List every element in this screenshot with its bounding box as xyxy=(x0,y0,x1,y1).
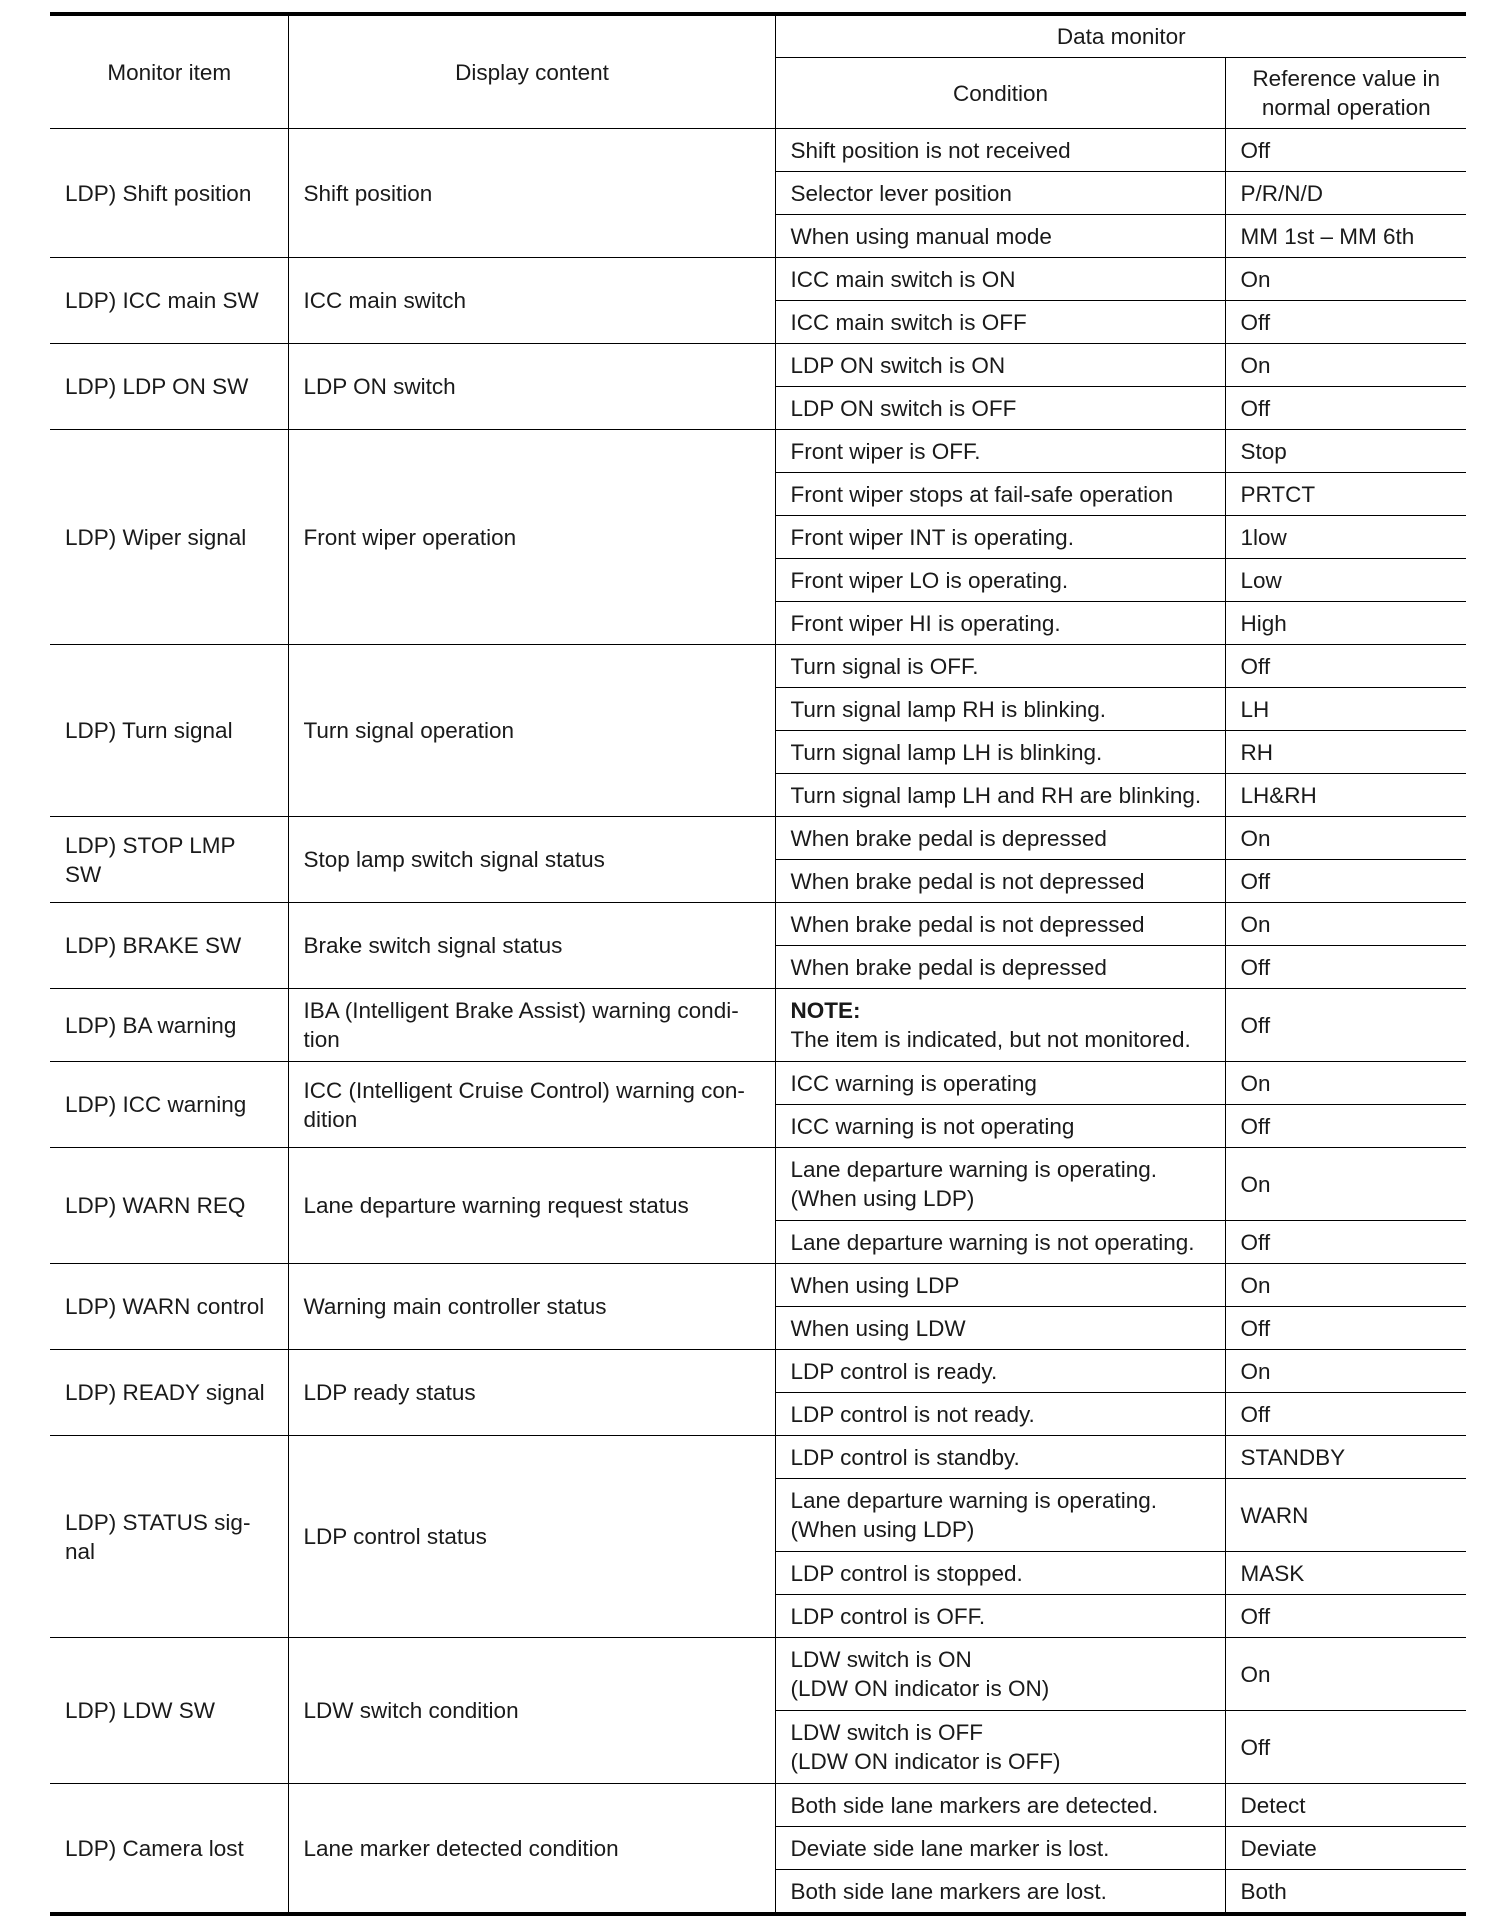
condition-cell xyxy=(775,1711,1225,1784)
condition-cell: Turn signal lamp LH and RH are blinking. xyxy=(775,774,1225,817)
display-content-cell: Stop lamp switch signal status xyxy=(288,817,775,903)
reference-value-cell: Off xyxy=(1225,387,1466,430)
condition-cell: When brake pedal is not depressed xyxy=(775,860,1225,903)
reference-value-cell: On xyxy=(1225,817,1466,860)
condition-cell: Turn signal is OFF. xyxy=(775,645,1225,688)
reference-value-cell: MM 1st – MM 6th xyxy=(1225,215,1466,258)
reference-value-cell: On xyxy=(1225,903,1466,946)
condition-cell: LDP control is standby. xyxy=(775,1436,1225,1479)
condition-cell: Shift position is not received xyxy=(775,129,1225,172)
reference-value-cell: Off xyxy=(1225,129,1466,172)
display-content-cell: IBA (Intelligent Brake Assist) warning condi-tion xyxy=(288,989,775,1062)
reference-value-cell: Off xyxy=(1225,1393,1466,1436)
condition-cell: Both side lane markers are detected. xyxy=(775,1784,1225,1827)
reference-value-cell: RH xyxy=(1225,731,1466,774)
table-row xyxy=(50,344,1466,387)
table-row xyxy=(50,1784,1466,1827)
monitor-item-cell: LDP) Camera lost xyxy=(50,1784,288,1915)
monitor-item-cell: LDP) BA warning xyxy=(50,989,288,1062)
table-row xyxy=(50,1638,1466,1711)
monitor-item-cell: LDP) ICC warning xyxy=(50,1062,288,1148)
reference-value-cell: LH&RH xyxy=(1225,774,1466,817)
condition-cell: LDP ON switch is OFF xyxy=(775,387,1225,430)
table-row xyxy=(50,903,1466,946)
table-body xyxy=(50,129,1466,1915)
display-content-cell: LDW switch condition xyxy=(288,1638,775,1784)
condition-cell: Lane departure warning is not operating. xyxy=(775,1221,1225,1264)
note-text: The item is indicated, but not monitored. xyxy=(790,1027,1191,1052)
display-content-cell: ICC main switch xyxy=(288,258,775,344)
condition-cell xyxy=(775,1148,1225,1221)
condition-line: Lane departure warning is operating. xyxy=(790,1488,1157,1513)
display-content-cell: Brake switch signal status xyxy=(288,903,775,989)
reference-value-cell: Off xyxy=(1225,1105,1466,1148)
monitor-item-cell: LDP) ICC main SW xyxy=(50,258,288,344)
display-content-cell: LDP control status xyxy=(288,1436,775,1638)
condition-cell: LDP control is not ready. xyxy=(775,1393,1225,1436)
display-content-cell: ICC (Intelligent Cruise Control) warning con-dition xyxy=(288,1062,775,1148)
reference-value-cell: On xyxy=(1225,1350,1466,1393)
condition-cell: Turn signal lamp LH is blinking. xyxy=(775,731,1225,774)
reference-value-cell: On xyxy=(1225,1638,1466,1711)
condition-cell: Selector lever position xyxy=(775,172,1225,215)
monitor-item-cell: LDP) STOP LMP SW xyxy=(50,817,288,903)
condition-line: LDW switch is OFF xyxy=(790,1720,984,1745)
display-content-cell: LDP ready status xyxy=(288,1350,775,1436)
header-monitor-item: Monitor item xyxy=(50,14,288,129)
reference-value-cell: Off xyxy=(1225,1595,1466,1638)
display-content-cell: Turn signal operation xyxy=(288,645,775,817)
condition-cell: When using manual mode xyxy=(775,215,1225,258)
condition-cell: LDP control is stopped. xyxy=(775,1552,1225,1595)
display-content-cell: Lane marker detected condition xyxy=(288,1784,775,1915)
reference-value-cell: Off xyxy=(1225,301,1466,344)
condition-cell: Turn signal lamp RH is blinking. xyxy=(775,688,1225,731)
condition-cell xyxy=(775,1479,1225,1552)
condition-cell: Front wiper HI is operating. xyxy=(775,602,1225,645)
header-display-content: Display content xyxy=(288,14,775,129)
data-monitor-table xyxy=(50,12,1466,1916)
condition-cell xyxy=(775,989,1225,1062)
monitor-item-cell: LDP) LDP ON SW xyxy=(50,344,288,430)
table-row xyxy=(50,1148,1466,1221)
condition-line: LDW switch is ON xyxy=(790,1647,972,1672)
table-row xyxy=(50,1264,1466,1307)
display-content-cell: Lane departure warning request status xyxy=(288,1148,775,1264)
reference-value-cell: On xyxy=(1225,258,1466,301)
condition-line: (When using LDP) xyxy=(790,1517,975,1542)
reference-value-cell: PRTCT xyxy=(1225,473,1466,516)
condition-cell: LDP control is OFF. xyxy=(775,1595,1225,1638)
table-row xyxy=(50,645,1466,688)
reference-value-cell: Off xyxy=(1225,946,1466,989)
display-content-cell: Shift position xyxy=(288,129,775,258)
reference-value-cell: Detect xyxy=(1225,1784,1466,1827)
reference-value-cell: Off xyxy=(1225,989,1466,1062)
condition-cell: ICC warning is not operating xyxy=(775,1105,1225,1148)
monitor-item-cell: LDP) WARN control xyxy=(50,1264,288,1350)
reference-value-cell: On xyxy=(1225,1264,1466,1307)
note-label: NOTE: xyxy=(790,998,861,1023)
reference-value-cell: On xyxy=(1225,1148,1466,1221)
reference-value-cell: Low xyxy=(1225,559,1466,602)
condition-cell xyxy=(775,1638,1225,1711)
condition-line: (LDW ON indicator is ON) xyxy=(790,1676,1050,1701)
monitor-item-cell: LDP) Shift position xyxy=(50,129,288,258)
condition-cell: Front wiper stops at fail-safe operation xyxy=(775,473,1225,516)
reference-value-cell: Off xyxy=(1225,1221,1466,1264)
table-row xyxy=(50,1062,1466,1105)
table-row xyxy=(50,430,1466,473)
condition-cell: When using LDW xyxy=(775,1307,1225,1350)
condition-cell: When brake pedal is depressed xyxy=(775,817,1225,860)
reference-value-cell: Deviate xyxy=(1225,1827,1466,1870)
condition-cell: Front wiper INT is operating. xyxy=(775,516,1225,559)
reference-value-cell: On xyxy=(1225,344,1466,387)
monitor-item-cell: LDP) Turn signal xyxy=(50,645,288,817)
condition-cell: Deviate side lane marker is lost. xyxy=(775,1827,1225,1870)
reference-value-cell: WARN xyxy=(1225,1479,1466,1552)
condition-cell: ICC main switch is OFF xyxy=(775,301,1225,344)
header-reference-line2: normal operation xyxy=(1261,95,1431,120)
table-row xyxy=(50,129,1466,172)
header-condition: Condition xyxy=(775,58,1225,129)
condition-cell: When brake pedal is not depressed xyxy=(775,903,1225,946)
table-row xyxy=(50,817,1466,860)
reference-value-cell: Both xyxy=(1225,1870,1466,1915)
condition-cell: Front wiper LO is operating. xyxy=(775,559,1225,602)
reference-value-cell: 1low xyxy=(1225,516,1466,559)
condition-line: Lane departure warning is operating. xyxy=(790,1157,1157,1182)
reference-value-cell: Off xyxy=(1225,860,1466,903)
reference-value-cell: P/R/N/D xyxy=(1225,172,1466,215)
table-row xyxy=(50,989,1466,1062)
condition-cell: ICC main switch is ON xyxy=(775,258,1225,301)
condition-cell: Both side lane markers are lost. xyxy=(775,1870,1225,1915)
reference-value-cell: LH xyxy=(1225,688,1466,731)
condition-cell: LDP control is ready. xyxy=(775,1350,1225,1393)
monitor-item-cell: LDP) STATUS sig-nal xyxy=(50,1436,288,1638)
table-header xyxy=(50,14,1466,129)
condition-line: (LDW ON indicator is OFF) xyxy=(790,1749,1061,1774)
table-row xyxy=(50,1436,1466,1479)
condition-cell: Front wiper is OFF. xyxy=(775,430,1225,473)
monitor-item-cell: LDP) LDW SW xyxy=(50,1638,288,1784)
display-content-cell: Warning main controller status xyxy=(288,1264,775,1350)
reference-value-cell: Stop xyxy=(1225,430,1466,473)
condition-line: (When using LDP) xyxy=(790,1186,975,1211)
header-reference-line1: Reference value in xyxy=(1252,66,1441,91)
condition-cell: When brake pedal is depressed xyxy=(775,946,1225,989)
table-row xyxy=(50,1350,1466,1393)
monitor-item-cell: LDP) WARN REQ xyxy=(50,1148,288,1264)
reference-value-cell: Off xyxy=(1225,645,1466,688)
reference-value-cell: Off xyxy=(1225,1307,1466,1350)
monitor-item-cell: LDP) READY signal xyxy=(50,1350,288,1436)
display-content-cell: LDP ON switch xyxy=(288,344,775,430)
header-data-monitor: Data monitor xyxy=(775,14,1466,58)
condition-cell: When using LDP xyxy=(775,1264,1225,1307)
reference-value-cell: High xyxy=(1225,602,1466,645)
condition-cell: LDP ON switch is ON xyxy=(775,344,1225,387)
reference-value-cell: Off xyxy=(1225,1711,1466,1784)
condition-cell: ICC warning is operating xyxy=(775,1062,1225,1105)
monitor-item-cell: LDP) BRAKE SW xyxy=(50,903,288,989)
reference-value-cell: On xyxy=(1225,1062,1466,1105)
monitor-item-cell: LDP) Wiper signal xyxy=(50,430,288,645)
reference-value-cell: STANDBY xyxy=(1225,1436,1466,1479)
reference-value-cell: MASK xyxy=(1225,1552,1466,1595)
header-reference-value xyxy=(1225,58,1466,129)
display-content-cell: Front wiper operation xyxy=(288,430,775,645)
table-row xyxy=(50,258,1466,301)
